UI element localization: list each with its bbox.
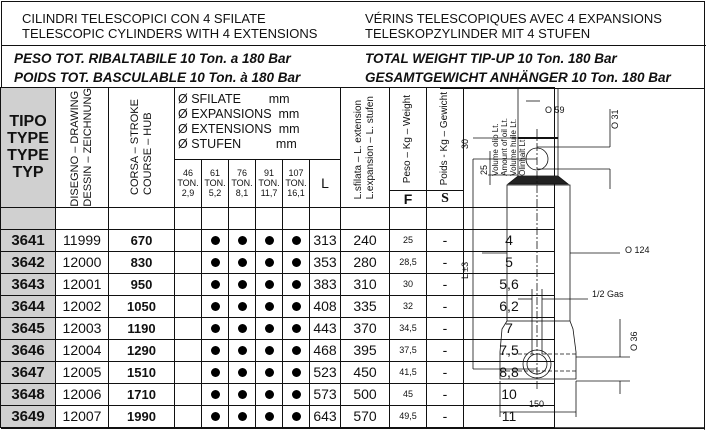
type-code: 3648 [1,383,56,405]
stage-cell [283,273,310,295]
stage-cell [175,295,202,317]
stage-cell [202,361,229,383]
weight-s: - [427,295,464,317]
diameters-header: Ø SFILATE mm Ø EXPANSIONS mm Ø EXTENSIONS mm Ø STUFEN mm [175,88,341,160]
bullet-icon [265,258,274,267]
weight-f: 32 [390,295,427,317]
stage-cell [256,383,283,405]
oil-volume: 5,6 [464,273,555,295]
s-header: S [427,190,464,207]
bullet-icon [238,324,247,333]
stage-cell [229,383,256,405]
length: 643 [310,405,341,427]
stroke: 830 [109,251,175,273]
stage-cell [175,273,202,295]
bullet-icon [292,390,301,399]
weight-f: 45 [390,383,427,405]
weight-f-header: Peso – Kg – Weight [390,88,427,191]
stage-cell [283,251,310,273]
bullet-icon [292,236,301,245]
extension-length: 335 [341,295,390,317]
bullet-icon [265,368,274,377]
stage-header: 46 TON. 2,9 [175,160,202,208]
length: 523 [310,361,341,383]
stage-header: 61 TON. 5,2 [202,160,229,208]
bullet-icon [238,302,247,311]
oil-volume: 4 [464,229,555,251]
stage-cell [229,361,256,383]
stage-header: 107 TON. 16,1 [283,160,310,208]
stage-cell [256,405,283,427]
stage-cell [175,339,202,361]
stage-cell [175,383,202,405]
stage-cell [202,251,229,273]
bullet-icon [292,324,301,333]
stage-cell [202,273,229,295]
oil-volume: 11 [464,405,555,427]
stage-cell [202,229,229,251]
stage-cell [283,339,310,361]
type-code: 3649 [1,405,56,427]
stroke: 950 [109,273,175,295]
oil-volume: 7 [464,317,555,339]
bullet-icon [292,346,301,355]
stroke: 1050 [109,295,175,317]
type-code: 3645 [1,317,56,339]
stroke: 1190 [109,317,175,339]
weight-f: 34,5 [390,317,427,339]
f-header: F [390,190,427,207]
length: 353 [310,251,341,273]
stage-cell [202,317,229,339]
drawing-number: 12003 [56,317,109,339]
stage-cell [175,361,202,383]
weight-fr: POIDS TOT. BASCULABLE 10 Ton. à 180 Bar [14,70,301,85]
length: 408 [310,295,341,317]
bullet-icon [211,412,220,421]
dim-150: 150 [529,399,545,409]
bullet-icon [211,236,220,245]
weight-en: TOTAL WEIGHT TIP-UP 10 Ton. 180 Bar [365,51,617,66]
extension-length: 500 [341,383,390,405]
type-code: 3642 [1,251,56,273]
stage-cell [229,317,256,339]
weight-s: - [427,229,464,251]
bullet-icon [265,412,274,421]
bullet-icon [238,280,247,289]
dim-30: 30 [460,138,470,149]
bullet-icon [211,280,220,289]
dim-25: 25 [479,164,489,175]
stage-cell [175,229,202,251]
type-code: 3643 [1,273,56,295]
stage-cell [175,317,202,339]
oil-volume: 6,2 [464,295,555,317]
length: 383 [310,273,341,295]
title-de: TELESKOPZYLINDER MIT 4 STUFEN [365,26,591,41]
weight-f: 37,5 [390,339,427,361]
dim-36: O 36 [629,331,639,351]
bullet-icon [238,346,247,355]
stage-cell [283,229,310,251]
stage-cell [229,273,256,295]
bullet-icon [211,368,220,377]
stage-cell [256,229,283,251]
bullet-icon [238,258,247,267]
stage-cell [229,405,256,427]
weight-it: PESO TOT. RIBALTABILE 10 Ton. a 180 Bar [14,51,291,66]
title-block [2,2,706,46]
type-code: 3644 [1,295,56,317]
weight-s: - [427,383,464,405]
bullet-icon [211,324,220,333]
drawing-number: 12006 [56,383,109,405]
stroke-header: CORSA – STROKE COURSE – HUB [109,88,175,208]
stage-cell [202,405,229,427]
stage-cell [229,229,256,251]
weight-f: 49,5 [390,405,427,427]
dim-gas: 1/2 Gas [592,289,624,299]
extension-length: 570 [341,405,390,427]
weight-s: - [427,273,464,295]
dim-124: O 124 [625,245,650,255]
bullet-icon [238,236,247,245]
stroke: 1990 [109,405,175,427]
bullet-icon [292,368,301,377]
type-code: 3646 [1,339,56,361]
oil-volume: 8,8 [464,361,555,383]
weight-s: - [427,405,464,427]
bullet-icon [292,412,301,421]
stage-cell [283,383,310,405]
stroke: 1710 [109,383,175,405]
dim-L: L ±3 [460,261,470,279]
cylinder-drawing [440,88,705,429]
type-code: 3647 [1,361,56,383]
weight-s-header: Poids - Kg – Gewicht [427,88,464,191]
stage-cell [256,273,283,295]
weight-s: - [427,251,464,273]
length: 573 [310,383,341,405]
bullet-icon [292,280,301,289]
length: 313 [310,229,341,251]
stroke: 670 [109,229,175,251]
bullet-icon [265,390,274,399]
weight-f: 30 [390,273,427,295]
length: 443 [310,317,341,339]
bullet-icon [238,368,247,377]
stage-cell [256,361,283,383]
bullet-icon [211,258,220,267]
stage-cell [202,295,229,317]
bullet-icon [292,258,301,267]
bullet-icon [265,346,274,355]
extension-length: 450 [341,361,390,383]
bullet-icon [211,302,220,311]
stage-cell [256,317,283,339]
stage-cell [256,339,283,361]
drawing-number: 12001 [56,273,109,295]
dim-31: O 31 [610,109,620,129]
bullet-icon [265,236,274,245]
stroke: 1290 [109,339,175,361]
extension-length: 240 [341,229,390,251]
stage-cell [256,295,283,317]
stage-cell [283,361,310,383]
bullet-icon [265,280,274,289]
bullet-icon [265,302,274,311]
bullet-icon [211,346,220,355]
stage-cell [256,251,283,273]
oil-volume: 10 [464,383,555,405]
bullet-icon [292,302,301,311]
stage-cell [175,251,202,273]
stage-header: 76 TON. 8,1 [229,160,256,208]
length-header: L [310,160,341,208]
stage-cell [175,405,202,427]
weight-de: GESAMTGEWICHT ANHÄNGER 10 Ton. 180 Bar [365,70,671,85]
extension-length: 310 [341,273,390,295]
bullet-icon [265,324,274,333]
weight-f: 41,5 [390,361,427,383]
type-header: TIPO TYPE TYPE TYP [1,88,56,208]
extension-length: 370 [341,317,390,339]
weight-s: - [427,339,464,361]
oil-volume: 5 [464,251,555,273]
oil-volume: 7,5 [464,339,555,361]
dim-59: O 59 [545,105,565,115]
stage-cell [283,317,310,339]
bullet-icon [211,390,220,399]
drawing-number: 12004 [56,339,109,361]
extension-header: L.sfilata – L. extension L.expansion – L. stufen [341,88,390,208]
title-fr: VÉRINS TELESCOPIQUES AVEC 4 EXPANSIONS [365,11,662,26]
stage-cell [283,295,310,317]
drawing-number: 12002 [56,295,109,317]
title-en: TELESCOPIC CYLINDERS WITH 4 EXTENSIONS [22,26,318,41]
weight-f: 28,5 [390,251,427,273]
stage-cell [202,339,229,361]
weight-s: - [427,361,464,383]
length: 468 [310,339,341,361]
type-code: 3641 [1,229,56,251]
bullet-icon [238,390,247,399]
volume-header: Volume olio Lt. Amount of oil Lt. Volume huile Lt. Ölinhalt Lt. [464,88,555,208]
drawing-number: 11999 [56,229,109,251]
stage-cell [229,251,256,273]
drawing-number: 12007 [56,405,109,427]
drawing-header: DISEGNO – DRAWING DESSIN – ZEICHNUNG [56,88,109,208]
title-it: CILINDRI TELESCOPICI CON 4 SFILATE [22,11,266,26]
weight-f: 25 [390,229,427,251]
stage-cell [229,339,256,361]
stage-cell [202,383,229,405]
drawing-number: 12005 [56,361,109,383]
extension-length: 395 [341,339,390,361]
extension-length: 280 [341,251,390,273]
stage-cell [229,295,256,317]
drawing-number: 12000 [56,251,109,273]
stroke: 1510 [109,361,175,383]
bullet-icon [238,412,247,421]
stage-header: 91 TON. 11,7 [256,160,283,208]
stage-cell [283,405,310,427]
weight-s: - [427,317,464,339]
